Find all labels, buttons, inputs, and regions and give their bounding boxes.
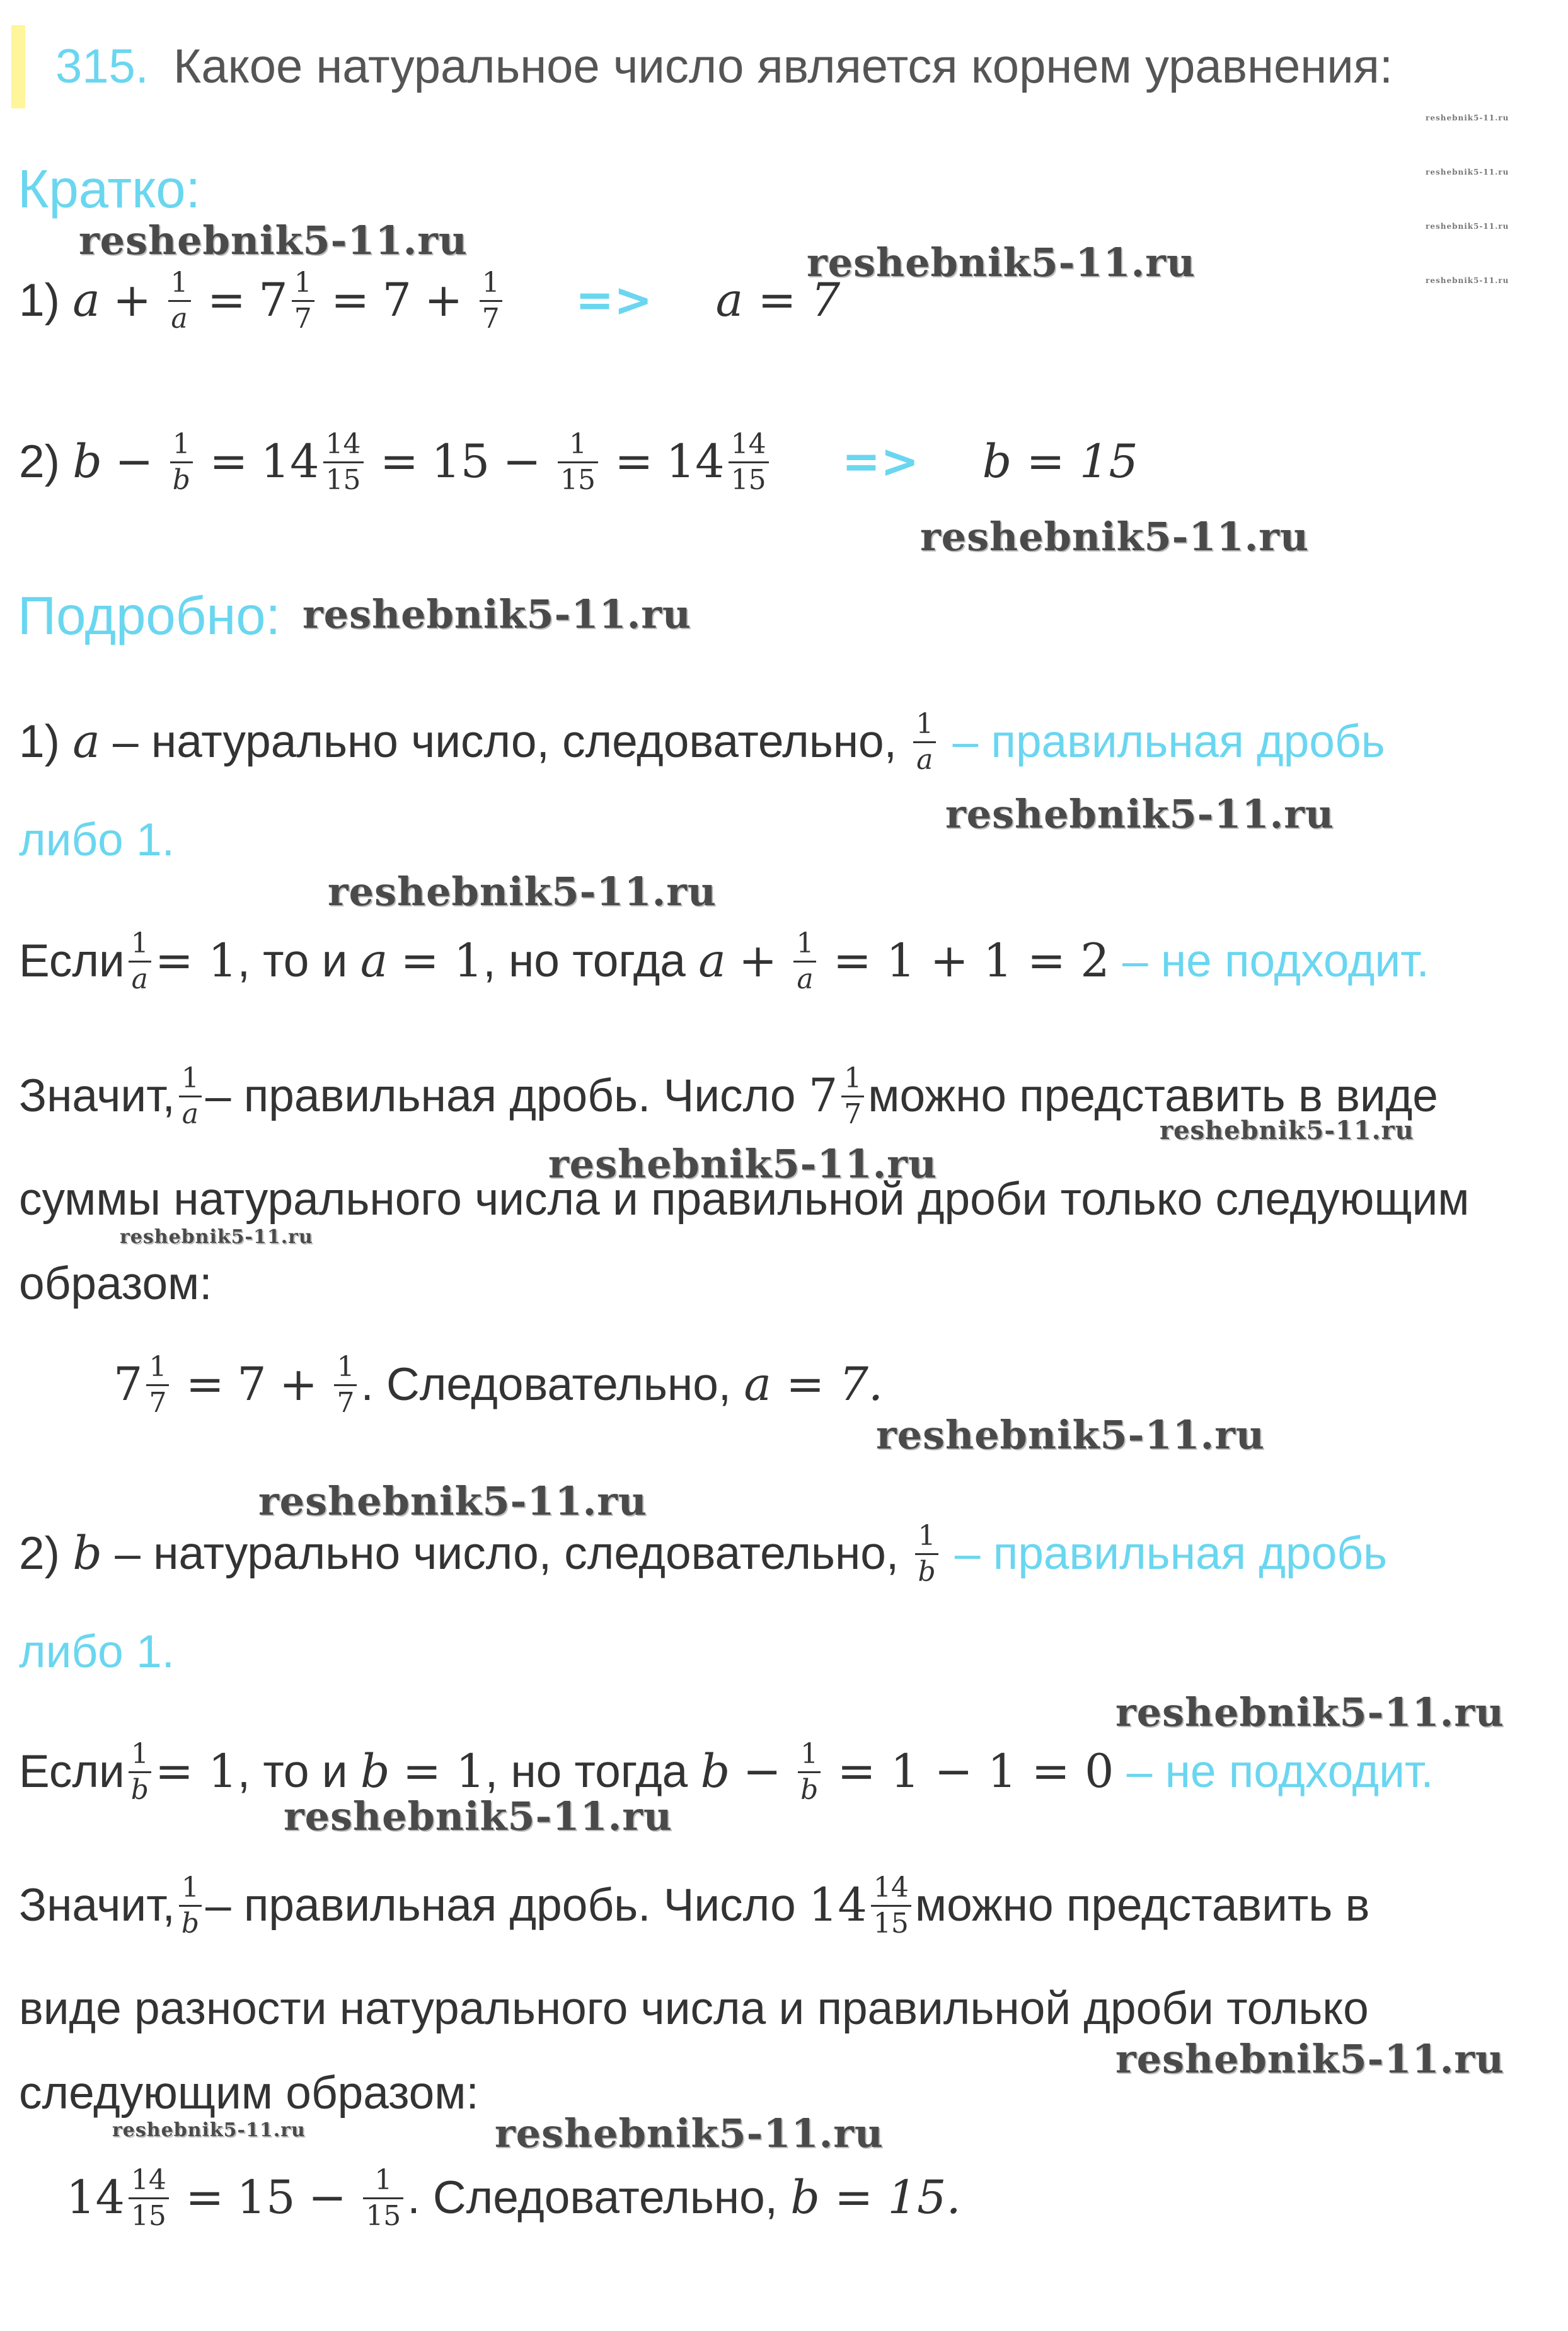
text: , но тогда [483,935,686,986]
fraction: $\frac{14}{15}$ [729,430,769,495]
watermark: reshebnik5-11.ru [1426,222,1509,231]
number: 14 [66,2170,125,2224]
watermark: reshebnik5-11.ru [945,791,1334,837]
text: – правильная дробь. Число [205,1879,796,1931]
detail-7-line-1 [19,1871,1370,1941]
fraction: $\frac{1}{b}$ [129,1740,151,1805]
watermark: reshebnik5-11.ru [920,514,1309,560]
var-a: a [72,714,100,768]
op: = [185,2170,224,2224]
detail-2 [19,927,1429,997]
detail-1-line-1 [19,708,1385,777]
op: = [614,434,654,489]
short-line-2 [19,428,1138,497]
var-b: b [700,1744,730,1798]
op: = [185,1357,224,1411]
fraction: $\frac{1}{a}$ [179,1064,202,1129]
fraction: $\frac{1}{15}$ [363,2166,403,2231]
op: = [379,434,419,489]
watermark: reshebnik5-11.ru [807,240,1196,286]
watermark: reshebnik5-11.ru [258,1478,647,1524]
task-question: Какое натуральное число является корнем уравнения: [173,40,1393,93]
op: + [113,273,152,327]
item-number: 1) [19,715,60,767]
highlight: – правильная дробь [954,1527,1388,1579]
var-a: a [698,934,726,988]
fraction: $\frac{1}{7}$ [480,269,502,333]
short-heading: Кратко: [18,159,201,219]
detailed-heading: Подробно: [18,586,281,646]
text: – натурально число, следовательно, [115,1527,899,1579]
text: можно представить в виде [868,1070,1438,1121]
fraction: $\frac{1}{a}$ [793,929,816,994]
math: = 1 + 1 = 2 [833,934,1110,988]
op: = [207,273,246,327]
text: , но тогда [485,1745,688,1797]
fraction: $\frac{1}{7}$ [292,269,314,333]
task-title [55,40,1393,93]
arrow: => [575,273,653,327]
detail-7-line-2: виде разности натурального числа и правильной дроби только [19,1983,1369,2034]
fraction: $\frac{14}{15}$ [323,430,364,495]
result-a: a = 7. [744,1357,884,1411]
number: 7 [237,1357,267,1411]
item-number: 1) [19,274,60,326]
number: 7 [808,1068,838,1123]
detail-8 [66,2164,961,2233]
detail-7-line-3: следующим образом: [19,2068,479,2119]
text: , то и [237,1745,348,1797]
watermark: reshebnik5-11.ru [79,217,468,263]
detail-6 [19,1738,1434,1807]
watermark: reshebnik5-11.ru [548,1141,937,1187]
var-b: b [360,1744,390,1798]
fraction: $\frac{14}{15}$ [871,1873,911,1938]
accent-bar [11,25,25,108]
text: Значит, [19,1070,175,1121]
result-b: b = 15. [790,2170,961,2224]
op: − [115,434,154,489]
watermark: reshebnik5-11.ru [1426,276,1509,285]
detail-5-line-1 [19,1520,1388,1589]
text: . Следовательно, [407,2172,778,2223]
number: 14 [666,434,725,489]
item-number: 2) [19,1527,60,1579]
number: 7 [258,273,288,327]
result-b: b = 15 [982,434,1138,489]
fraction: $\frac{1}{7}$ [146,1353,169,1418]
watermark: reshebnik5-11.ru [284,1793,672,1839]
op: = [331,273,370,327]
watermark: reshebnik5-11.ru [1160,1116,1414,1145]
detail-3-line-3: образом: [19,1258,212,1309]
watermark: reshebnik5-11.ru [1426,168,1509,176]
highlight: – правильная дробь [952,715,1385,767]
math: = 1 [402,1744,485,1798]
var-a: a [360,934,388,988]
watermark: reshebnik5-11.ru [876,1412,1265,1458]
watermark: reshebnik5-11.ru [1426,113,1509,122]
watermark: reshebnik5-11.ru [112,2119,306,2141]
fraction: $\frac{1}{b}$ [179,1873,202,1938]
math: = 1 [400,934,483,988]
math: = 1 [154,934,238,988]
op: = [209,434,248,489]
op: − [742,1744,781,1798]
fraction: $\frac{1}{b}$ [915,1522,938,1587]
fraction: $\frac{1}{15}$ [558,430,598,495]
watermark: reshebnik5-11.ru [303,591,691,637]
op: − [502,434,541,489]
text: – правильная дробь. Число [205,1070,796,1121]
number: 15 [236,2170,296,2224]
number: 15 [431,434,490,489]
number: 7 [382,273,412,327]
watermark: reshebnik5-11.ru [495,2110,884,2156]
math: = 1 − 1 = 0 [837,1744,1114,1798]
fraction: $\frac{14}{15}$ [129,2166,169,2231]
watermark: reshebnik5-11.ru [328,869,717,915]
arrow: => [841,434,919,489]
number: 7 [113,1357,143,1411]
fraction: $\frac{1}{7}$ [334,1353,357,1418]
result-a: a = 7 [715,273,841,327]
text: Если [19,1745,125,1797]
var-a: a [72,273,100,327]
watermark: reshebnik5-11.ru [1115,2036,1504,2082]
highlight: – не подходит. [1126,1745,1434,1797]
item-number: 2) [19,436,60,487]
op: − [308,2170,347,2224]
text: Значит, [19,1879,175,1931]
fraction: $\frac{1}{b}$ [170,430,193,495]
fraction: $\frac{1}{a}$ [129,929,151,994]
short-line-1 [19,267,841,336]
math: = 1 [154,1744,238,1798]
task-number: 315. [55,40,149,93]
watermark: reshebnik5-11.ru [120,1226,313,1248]
detail-3-line-2: суммы натурального числа и правильной дроби только следующим [19,1174,1470,1225]
text: , то и [237,935,348,986]
fraction: $\frac{1}{7}$ [841,1064,864,1129]
op: + [739,934,778,988]
text: можно представить в [914,1879,1370,1931]
detail-5-line-2: либо 1. [19,1626,175,1677]
var-b: b [72,1526,102,1580]
text: Если [19,935,125,986]
number: 14 [808,1878,867,1932]
fraction: $\frac{1}{a}$ [913,710,936,775]
watermark: reshebnik5-11.ru [1115,1689,1504,1735]
detail-4 [113,1351,884,1420]
fraction: $\frac{1}{a}$ [168,269,191,333]
fraction: $\frac{1}{b}$ [798,1740,821,1805]
highlight: – не подходит. [1122,935,1429,986]
text: . Следовательно, [360,1358,732,1410]
detail-1-line-2: либо 1. [19,814,175,865]
text: – натурально число, следовательно, [113,715,897,767]
var-b: b [72,434,102,489]
number: 14 [260,434,320,489]
op: + [279,1357,318,1411]
op: + [424,273,463,327]
